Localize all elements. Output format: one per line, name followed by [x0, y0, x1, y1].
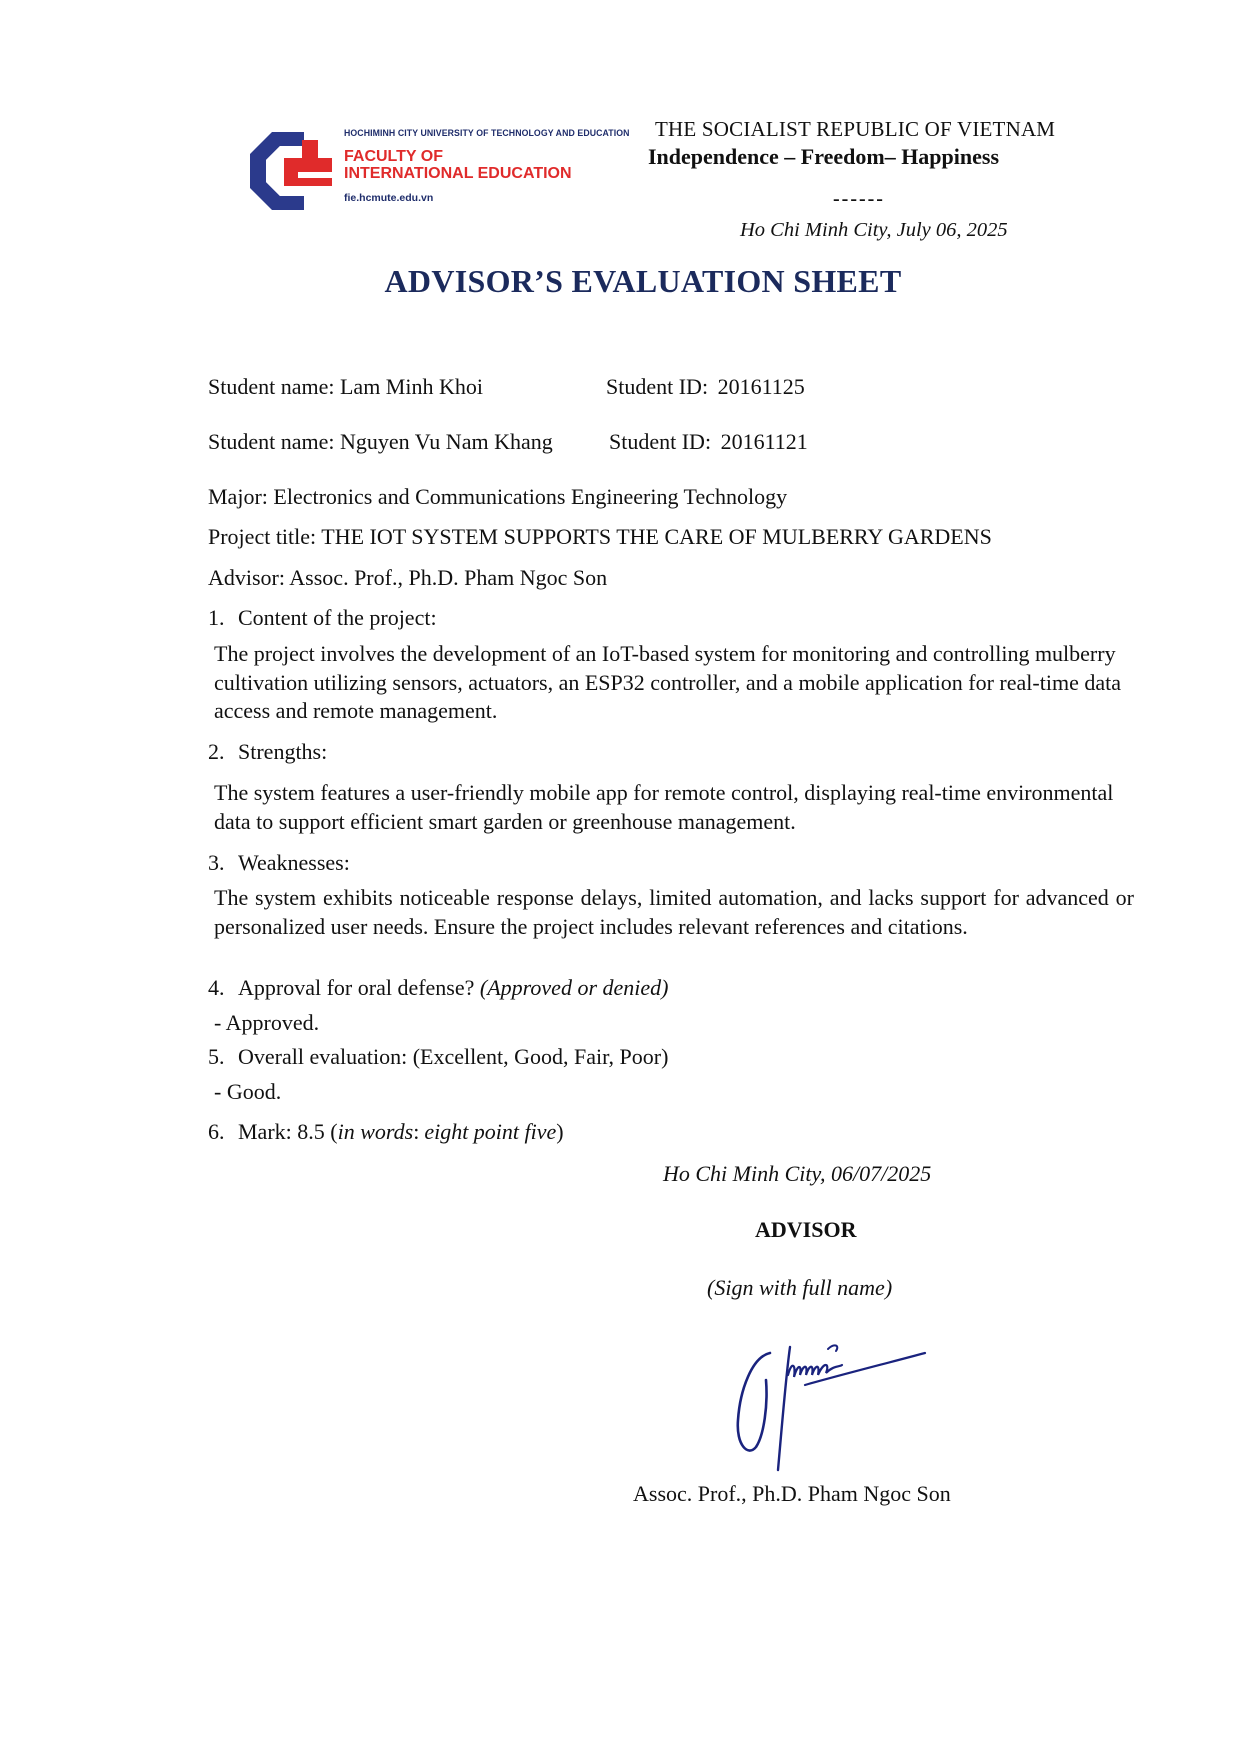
signature-role: ADVISOR: [755, 1217, 857, 1242]
section-weaknesses-heading: [208, 850, 350, 876]
faculty-name-line2: INTERNATIONAL EDUCATION: [344, 165, 572, 182]
mark-in-words: eight point five: [424, 1119, 557, 1144]
major-row: [208, 484, 787, 510]
signature-place-date: Ho Chi Minh City, 06/07/2025: [663, 1161, 932, 1186]
section-heading: Weaknesses:: [238, 850, 350, 875]
advisor-value: Assoc. Prof., Ph.D. Pham Ngoc Son: [289, 565, 608, 590]
handwritten-signature: [730, 1335, 940, 1475]
student-name-label: Student name:: [208, 374, 335, 399]
section-mark: [208, 1119, 564, 1145]
student-row-2: [208, 429, 553, 455]
page-title: ADVISOR’S EVALUATION SHEET: [384, 263, 902, 299]
mark-paren-open: (: [330, 1119, 338, 1144]
section-content-heading: [208, 605, 437, 631]
section-heading: Content of the project:: [238, 605, 437, 630]
fie-logo-icon: [244, 128, 336, 214]
faculty-name-line1: FACULTY OF: [344, 148, 443, 165]
approval-hint: (Approved or denied): [479, 975, 669, 1000]
student-id-value: 20161125: [717, 374, 805, 399]
section-number: 1.: [208, 605, 225, 630]
student-id-label: Student ID:: [606, 374, 709, 399]
section-approval-heading: [208, 975, 668, 1001]
advisor-label: Advisor:: [208, 565, 285, 590]
overall-answer: - Good.: [214, 1079, 282, 1104]
section-number: 3.: [208, 850, 225, 875]
approval-answer: - Approved.: [214, 1010, 320, 1035]
mark-colon: :: [413, 1119, 420, 1144]
signature-name: Assoc. Prof., Ph.D. Pham Ngoc Son: [633, 1481, 951, 1506]
mark-in-words-label: in words: [337, 1119, 414, 1144]
section-weaknesses-text: The system exhibits noticeable response delays, limited automation, and lacks support for advanced or personalized user needs. Ensure the project includes relevant references and citations.: [214, 885, 1134, 939]
section-overall-heading: [208, 1044, 668, 1070]
project-title-label: Project title:: [208, 524, 317, 549]
faculty-website: fie.hcmute.edu.vn: [344, 192, 434, 204]
section-strengths-heading: [208, 739, 327, 765]
header-separator: ------: [833, 188, 885, 210]
major-value: Electronics and Communications Engineering Technology: [273, 484, 788, 509]
header-place-date: Ho Chi Minh City, July 06, 2025: [740, 219, 1008, 241]
republic-heading: THE SOCIALIST REPUBLIC OF VIETNAM: [655, 117, 1056, 141]
section-number: 2.: [208, 739, 225, 764]
section-heading: Strengths:: [238, 739, 328, 764]
section-strengths-text: The system features a user-friendly mobile app for remote control, displaying real-time environmental data to support efficient smart garden or greenhouse management.: [214, 780, 1114, 834]
student-id-1: [606, 374, 805, 400]
mark-value: Mark: 8.5: [238, 1119, 325, 1144]
student-row-1: [208, 374, 483, 400]
section-heading: Overall evaluation: (Excellent, Good, Fair, Poor): [238, 1044, 669, 1069]
student-id-label: Student ID:: [609, 429, 712, 454]
faculty-name: [344, 148, 572, 182]
section-number: 6.: [208, 1119, 225, 1144]
section-content-text: The project involves the development of an IoT-based system for monitoring and controlling mulberry cultivation utilizing sensors, actuators, an ESP32 controller, and a mobile application for real-time data access and remote management.: [214, 641, 1121, 723]
project-title-value: THE IOT SYSTEM SUPPORTS THE CARE OF MULBERRY GARDENS: [321, 524, 992, 549]
university-name: HOCHIMINH CITY UNIVERSITY OF TECHNOLOGY AND EDUCATION: [344, 128, 630, 139]
section-heading: Approval for oral defense?: [238, 975, 475, 1000]
student-name-label: Student name:: [208, 429, 335, 454]
student-name-value: Lam Minh Khoi: [339, 374, 483, 399]
section-number: 5.: [208, 1044, 225, 1069]
mark-paren-close: ): [556, 1119, 564, 1144]
major-label: Major:: [208, 484, 268, 509]
national-motto: Independence – Freedom– Happiness: [648, 144, 1000, 169]
student-id-value: 20161121: [720, 429, 808, 454]
project-title-row: [208, 524, 992, 550]
faculty-logo: [244, 126, 630, 216]
section-number: 4.: [208, 975, 225, 1000]
signature-note: (Sign with full name): [707, 1275, 893, 1300]
student-id-2: [609, 429, 808, 455]
student-name-value: Nguyen Vu Nam Khang: [339, 429, 553, 454]
advisor-row: [208, 565, 607, 591]
